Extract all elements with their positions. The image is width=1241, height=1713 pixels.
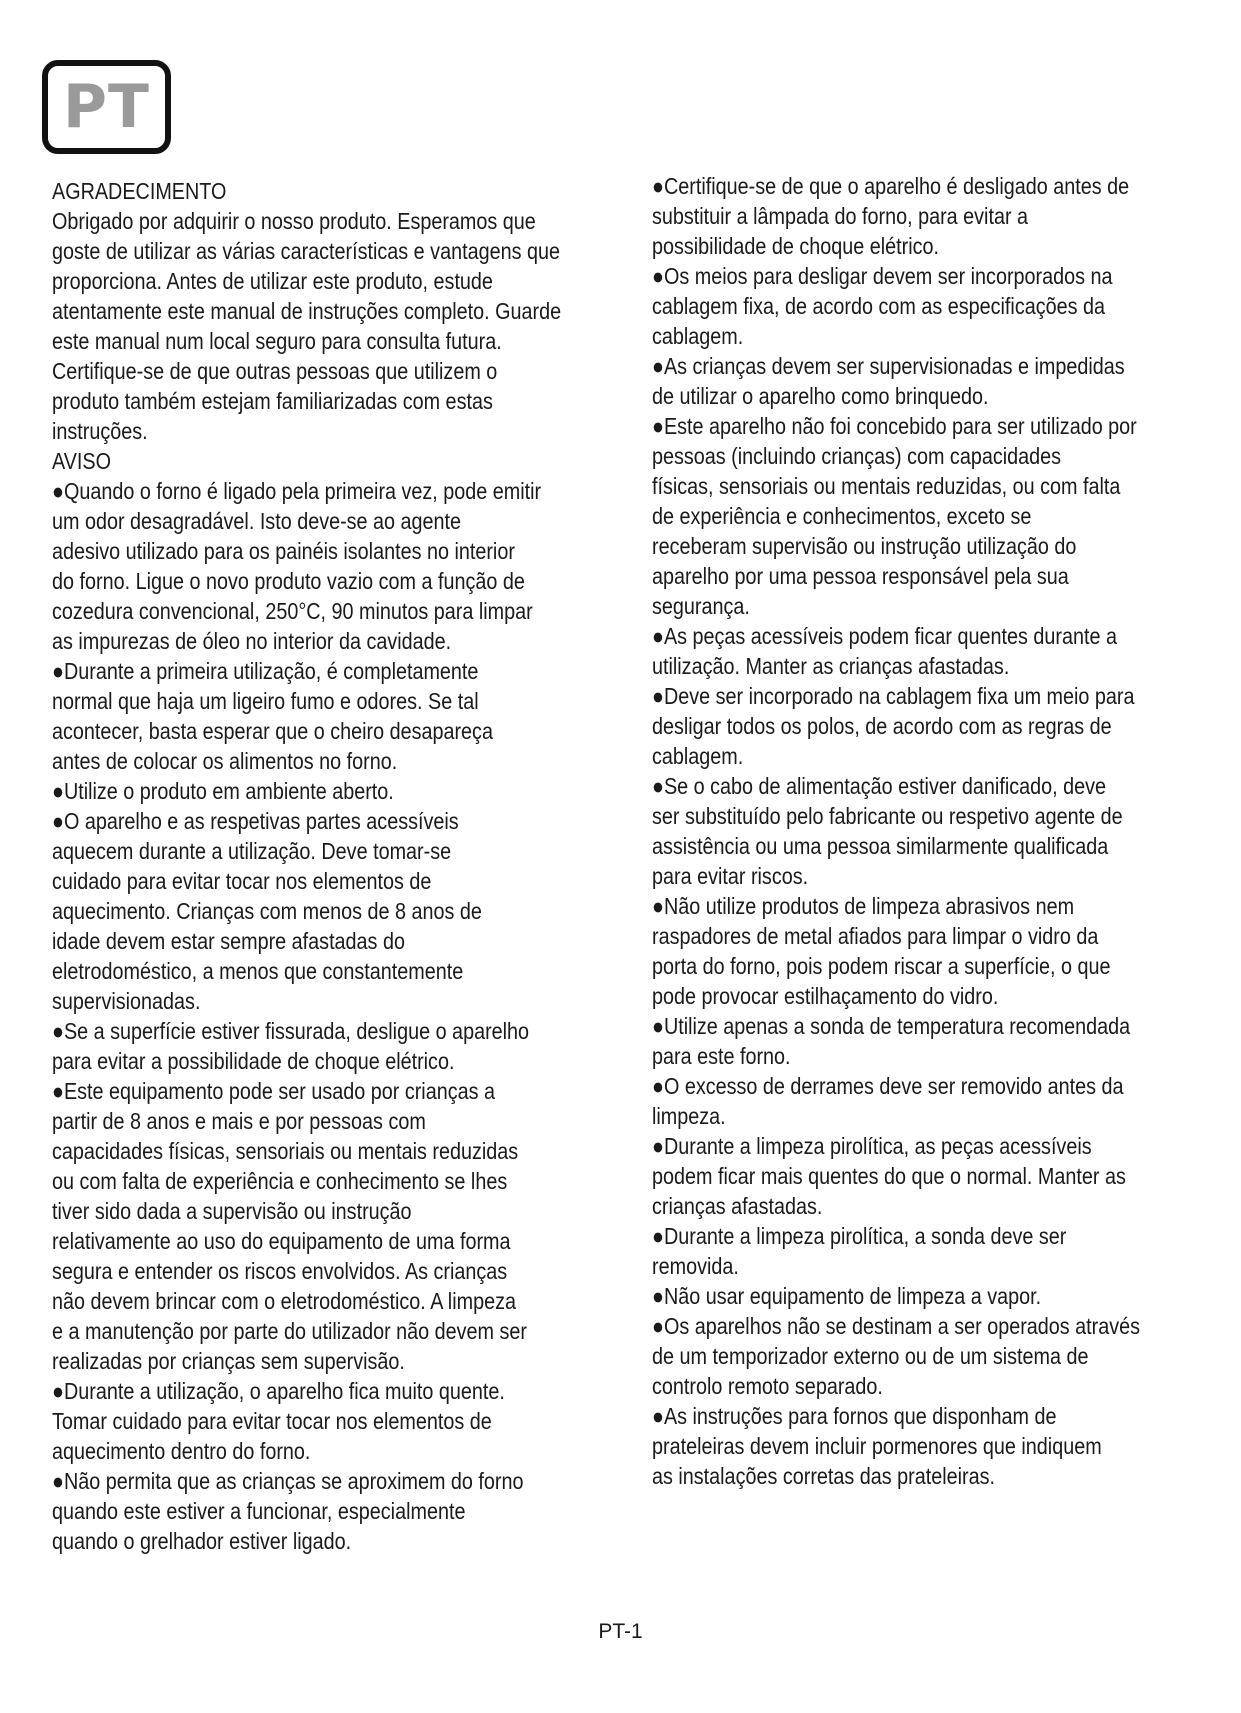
text-line: cablagem. — [652, 323, 744, 349]
text-line: podem ficar mais quentes do que o normal. Manter as — [652, 1163, 1126, 1189]
text-line: para evitar a possibilidade de choque elétrico. — [52, 1048, 455, 1074]
text-line: cablagem. — [652, 743, 744, 769]
text-line: de um temporizador externo ou de um sistema de — [652, 1343, 1089, 1369]
text-line: realizadas por crianças sem supervisão. — [52, 1348, 405, 1374]
text-line: ●Este aparelho não foi concebido para ser utilizado por — [652, 413, 1137, 439]
text-line: ●As instruções para fornos que disponham de — [652, 1403, 1057, 1429]
text-line: prateleiras devem incluir pormenores que indiquem — [652, 1433, 1102, 1459]
text-line: e a manutenção por parte do utilizador não devem ser — [52, 1318, 528, 1344]
text-line: Tomar cuidado para evitar tocar nos elementos de — [52, 1408, 492, 1434]
text-line: quando o grelhador estiver ligado. — [52, 1528, 352, 1554]
text-line: ser substituído pelo fabricante ou respetivo agente de — [652, 803, 1123, 829]
text-line: para evitar riscos. — [652, 863, 809, 889]
text-line: ●Certifique-se de que o aparelho é desligado antes de — [652, 173, 1130, 199]
text-line: ●Se o cabo de alimentação estiver danificado, deve — [652, 773, 1106, 799]
text-line: cozedura convencional, 250°C, 90 minutos para limpar — [52, 598, 533, 624]
text-line: receberam supervisão ou instrução utilização do — [652, 533, 1077, 559]
left-column — [52, 176, 620, 1556]
text-line: relativamente ao uso do equipamento de uma forma — [52, 1228, 511, 1254]
text-line: do forno. Ligue o novo produto vazio com a função de — [52, 568, 525, 594]
text-line: ●Durante a limpeza pirolítica, a sonda deve ser — [652, 1223, 1067, 1249]
text-line: crianças afastadas. — [652, 1193, 823, 1219]
text-line: ●Durante a utilização, o aparelho fica muito quente. — [52, 1378, 505, 1404]
language-badge — [42, 60, 171, 154]
text-line: aquecimento. Crianças com menos de 8 anos de — [52, 898, 482, 924]
text-line: acontecer, basta esperar que o cheiro desapareça — [52, 718, 493, 744]
text-line: ●Durante a primeira utilização, é completamente — [52, 658, 479, 684]
text-line: ●As peças acessíveis podem ficar quentes durante a — [652, 623, 1117, 649]
text-line: ●Durante a limpeza pirolítica, as peças acessíveis — [652, 1133, 1092, 1159]
text-line: produto também estejam familiarizadas com estas — [52, 388, 493, 414]
text-line: Certifique-se de que outras pessoas que utilizem o — [52, 358, 498, 384]
language-code: PT — [63, 72, 150, 142]
text-line: assistência ou uma pessoa similarmente qualificada — [652, 833, 1109, 859]
text-line: segurança. — [652, 593, 750, 619]
text-line: físicas, sensoriais ou mentais reduzidas, ou com falta — [652, 473, 1121, 499]
text-line: aquecem durante a utilização. Deve tomar-se — [52, 838, 452, 864]
text-line: ●Não permita que as crianças se aproximem do forno — [52, 1468, 524, 1494]
right-column — [652, 171, 1220, 1491]
text-line: antes de colocar os alimentos no forno. — [52, 748, 398, 774]
text-line: quando este estiver a funcionar, especialmente — [52, 1498, 466, 1524]
text-line: Obrigado por adquirir o nosso produto. Esperamos que — [52, 208, 536, 234]
text-line: ●Não utilize produtos de limpeza abrasivos nem — [652, 893, 1075, 919]
page-number: PT-1 — [598, 1620, 643, 1643]
text-line: partir de 8 anos e mais e por pessoas com — [52, 1108, 426, 1134]
text-line: as instalações corretas das prateleiras. — [652, 1463, 996, 1489]
text-line: porta do forno, pois podem riscar a superfície, o que — [652, 953, 1111, 979]
text-line: para este forno. — [652, 1043, 791, 1069]
text-line: ●Os meios para desligar devem ser incorporados na — [652, 263, 1113, 289]
text-line: ●Utilize apenas a sonda de temperatura recomendada — [652, 1013, 1131, 1039]
text-line: atentamente este manual de instruções completo. Guarde — [52, 298, 562, 324]
text-line: pode provocar estilhaçamento do vidro. — [652, 983, 999, 1009]
text-line: ●Quando o forno é ligado pela primeira vez, pode emitir — [52, 478, 542, 504]
text-line: goste de utilizar as várias características e vantagens que — [52, 238, 560, 264]
text-line: limpeza. — [652, 1103, 726, 1129]
text-line: este manual num local seguro para consulta futura. — [52, 328, 502, 354]
text-line: adesivo utilizado para os painéis isolantes no interior — [52, 538, 515, 564]
text-line: eletrodoméstico, a menos que constantemente — [52, 958, 464, 984]
text-line: possibilidade de choque elétrico. — [652, 233, 940, 259]
text-line: ●Este equipamento pode ser usado por crianças a — [52, 1078, 495, 1104]
text-line: ●Não usar equipamento de limpeza a vapor. — [652, 1283, 1042, 1309]
text-line: controlo remoto separado. — [652, 1373, 883, 1399]
text-line: ●Os aparelhos não se destinam a ser operados através — [652, 1313, 1141, 1339]
text-line: cablagem fixa, de acordo com as especificações da — [652, 293, 1105, 319]
text-line: utilização. Manter as crianças afastadas. — [652, 653, 1010, 679]
text-line: ●As crianças devem ser supervisionadas e impedidas — [652, 353, 1125, 379]
text-line: capacidades físicas, sensoriais ou mentais reduzidas — [52, 1138, 519, 1164]
text-line: AVISO — [52, 448, 112, 474]
text-line: aparelho por uma pessoa responsável pela sua — [652, 563, 1069, 589]
text-line: ●O excesso de derrames deve ser removido antes da — [652, 1073, 1124, 1099]
text-line: ●Deve ser incorporado na cablagem fixa um meio para — [652, 683, 1135, 709]
text-line: supervisionadas. — [52, 988, 201, 1014]
text-line: ●Utilize o produto em ambiente aberto. — [52, 778, 394, 804]
text-line: substituir a lâmpada do forno, para evitar a — [652, 203, 1029, 229]
text-line: não devem brincar com o eletrodoméstico. A limpeza — [52, 1288, 516, 1314]
text-line: de experiência e conhecimentos, exceto se — [652, 503, 1032, 529]
text-line: um odor desagradável. Isto deve-se ao agente — [52, 508, 462, 534]
text-line: ou com falta de experiência e conhecimento se lhes — [52, 1168, 508, 1194]
text-line: instruções. — [52, 418, 148, 444]
text-line: tiver sido dada a supervisão ou instrução — [52, 1198, 412, 1224]
text-line: ●Se a superfície estiver fissurada, desligue o aparelho — [52, 1018, 530, 1044]
text-line: as impurezas de óleo no interior da cavidade. — [52, 628, 452, 654]
text-line: desligar todos os polos, de acordo com as regras de — [652, 713, 1112, 739]
text-line: normal que haja um ligeiro fumo e odores. Se tal — [52, 688, 479, 714]
text-line: aquecimento dentro do forno. — [52, 1438, 311, 1464]
text-line: AGRADECIMENTO — [52, 178, 227, 204]
text-line: cuidado para evitar tocar nos elementos de — [52, 868, 432, 894]
text-line: pessoas (incluindo crianças) com capacidades — [652, 443, 1061, 469]
text-line: proporciona. Antes de utilizar este produto, estude — [52, 268, 493, 294]
text-line: segura e entender os riscos envolvidos. As crianças — [52, 1258, 508, 1284]
text-line: removida. — [652, 1253, 739, 1279]
text-line: idade devem estar sempre afastadas do — [52, 928, 405, 954]
text-line: raspadores de metal afiados para limpar o vidro da — [652, 923, 1099, 949]
text-line: ●O aparelho e as respetivas partes acessíveis — [52, 808, 459, 834]
text-line: de utilizar o aparelho como brinquedo. — [652, 383, 989, 409]
